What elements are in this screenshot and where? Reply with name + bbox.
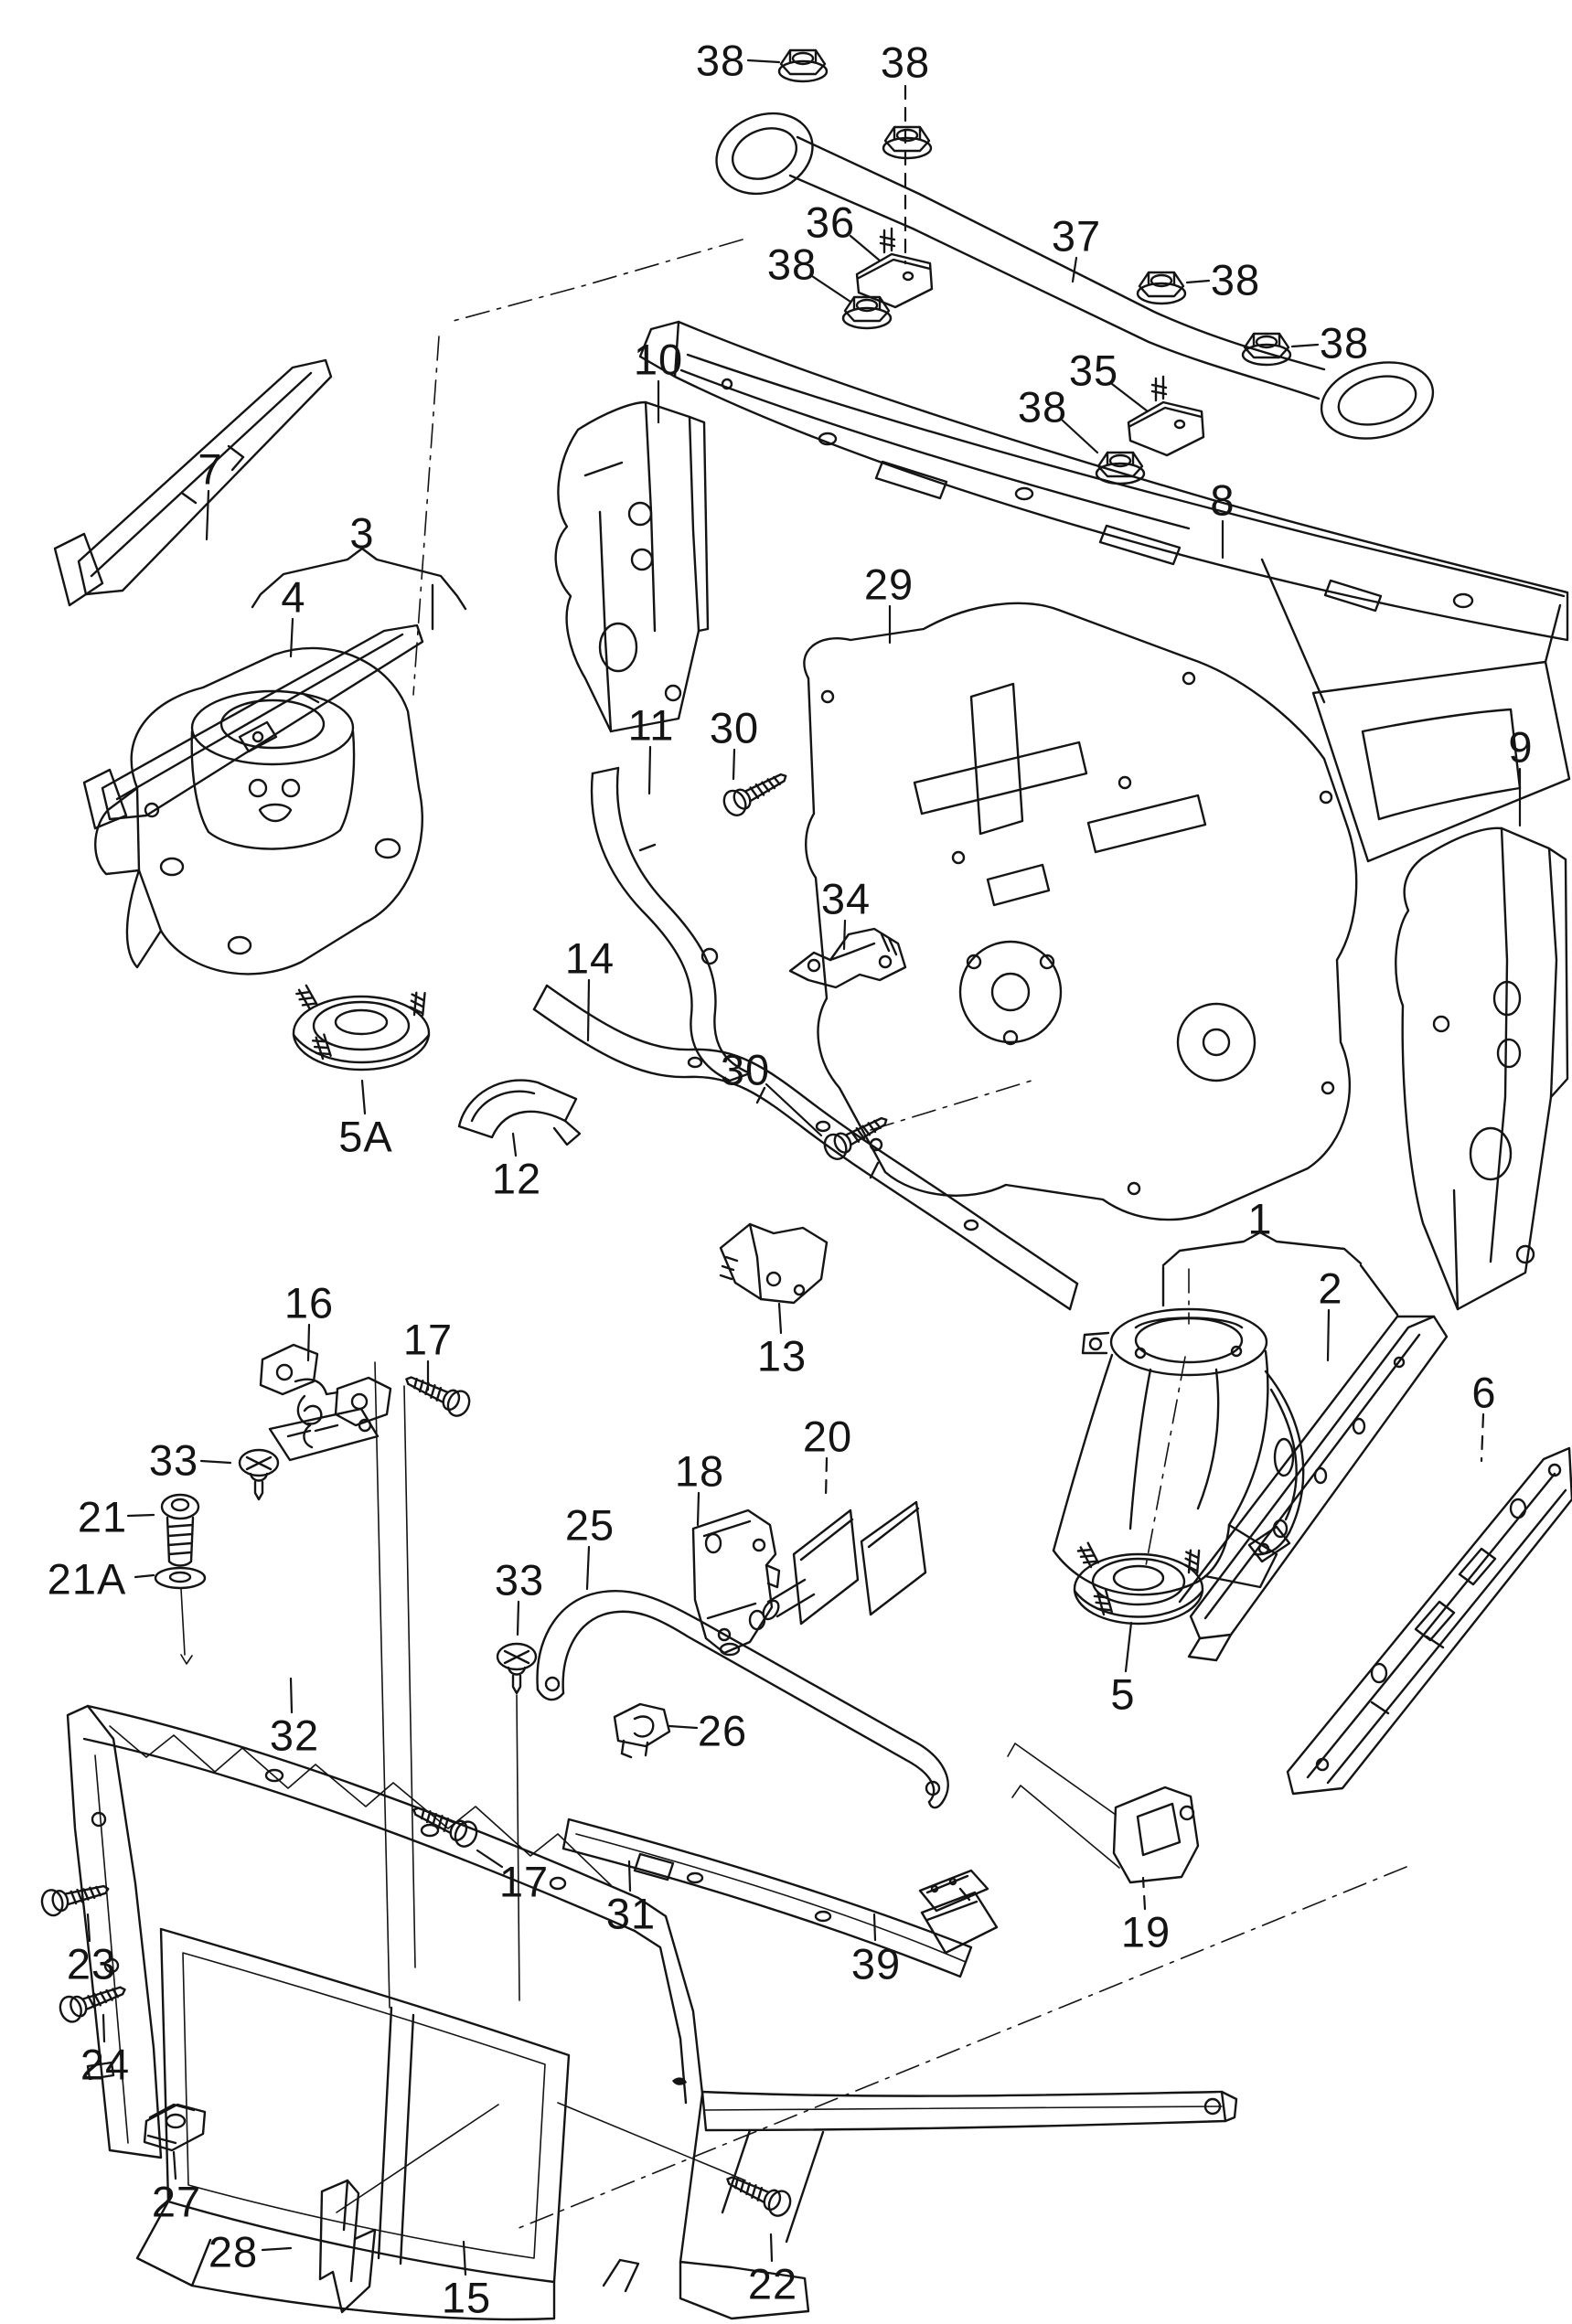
part-11-brace-drawing (592, 768, 750, 1081)
leader-line-6 (1481, 1414, 1483, 1461)
part-label-29: 29 (863, 560, 914, 609)
leader-line-24 (103, 2015, 104, 2041)
part-32-upper-crossmember-drawing (84, 1706, 638, 1931)
part-label-5A: 5A (338, 1112, 393, 1161)
part-label-17: 17 (498, 1857, 550, 1906)
part-10-cowl-side-panel-drawing (556, 402, 708, 731)
alignment-axis-lines (337, 240, 1406, 2231)
part-19-bracket-drawing (1008, 1743, 1198, 1882)
leader-line-33 (518, 1602, 519, 1635)
part-label-3: 3 (349, 508, 375, 558)
part-5-spring-seat-drawing (1075, 1541, 1203, 1624)
part-5A-spring-seat-drawing (294, 984, 429, 1070)
part-label-17: 17 (402, 1315, 454, 1364)
leader-line-5A (362, 1081, 365, 1114)
part-label-7: 7 (198, 444, 223, 494)
part-23-screw-drawing (39, 1876, 112, 1917)
part-label-21: 21 (77, 1492, 128, 1541)
part-label-27: 27 (151, 2177, 202, 2226)
part-label-32: 32 (269, 1711, 320, 1760)
part-2-longitudinal-rail-drawing (1180, 1317, 1447, 1660)
leader-line-38 (1292, 345, 1318, 346)
part-label-33: 33 (494, 1555, 545, 1604)
part-12-bracket-drawing (459, 1081, 580, 1145)
leader-line-38 (1187, 281, 1209, 283)
leader-line-12 (513, 1134, 516, 1156)
part-20-pad-drawing (760, 1502, 925, 1624)
part-3-strut-tower-drawing (95, 648, 422, 974)
leader-line-16 (308, 1325, 309, 1360)
leader-line-5 (1126, 1623, 1131, 1671)
part-label-22: 22 (747, 2259, 798, 2308)
part-label-19: 19 (1120, 1907, 1171, 1956)
part-label-33: 33 (148, 1435, 199, 1485)
part-label-38: 38 (766, 240, 818, 289)
leader-line-20 (826, 1458, 827, 1498)
part-label-21A: 21A (47, 1554, 127, 1604)
part-label-11: 11 (627, 700, 675, 750)
leader-line-19 (1143, 1878, 1145, 1909)
leader-line-22 (771, 2234, 772, 2261)
part-label-10: 10 (633, 335, 684, 384)
part-label-23: 23 (66, 1939, 117, 1988)
part-label-31: 31 (605, 1889, 657, 1938)
leader-line-28 (262, 2248, 291, 2250)
part-26-clip-drawing (615, 1704, 669, 1757)
leader-line-30 (733, 750, 734, 779)
part-13-bracket-drawing (721, 1224, 827, 1303)
leader-line-38 (748, 60, 779, 62)
leader-line-32 (291, 1679, 292, 1712)
leader-line-38 (812, 276, 850, 302)
part-label-9: 9 (1508, 722, 1534, 772)
part-16-hinge-support-drawing (261, 1345, 390, 1460)
leader-line-38 (1063, 421, 1097, 453)
part-label-38: 38 (1210, 255, 1261, 304)
part-35-bracket-drawing (1128, 377, 1203, 455)
part-4-rail-drawing (84, 625, 422, 828)
leader-line-21 (128, 1515, 154, 1516)
leader-line-2 (1328, 1310, 1329, 1360)
part-label-18: 18 (674, 1446, 725, 1496)
part-label-13: 13 (756, 1331, 807, 1381)
leader-line-25 (587, 1547, 589, 1589)
leader-line-39 (874, 1914, 875, 1940)
leader-line-31 (629, 1861, 630, 1891)
long-alignment-lines (375, 1362, 415, 2008)
part-label-24: 24 (80, 2040, 131, 2089)
part-34-bracket-drawing (790, 929, 905, 987)
part-18-bracket-drawing (693, 1510, 779, 1655)
part-label-30: 30 (720, 1045, 771, 1094)
part-label-38: 38 (1017, 382, 1068, 432)
part-label-15: 15 (441, 2273, 492, 2322)
part-label-2: 2 (1318, 1263, 1343, 1313)
callout-brace-1 (1163, 1232, 1397, 1315)
part-17-bolt-drawings (401, 1368, 481, 1850)
leader-line-14 (588, 980, 589, 1040)
part-label-38: 38 (695, 36, 746, 85)
part-label-5: 5 (1110, 1669, 1136, 1719)
leader-line-11 (649, 747, 650, 794)
part-30-bolt-drawings (720, 764, 892, 1162)
part-6-longitudinal-rail-drawing (1288, 1448, 1572, 1794)
part-label-26: 26 (697, 1706, 748, 1755)
part-21A-washer-drawing (155, 1568, 205, 1664)
part-label-20: 20 (802, 1412, 853, 1461)
leader-line-27 (174, 2152, 176, 2179)
part-label-6: 6 (1471, 1368, 1497, 1417)
part-label-8: 8 (1210, 475, 1235, 525)
leader-line-26 (669, 1726, 697, 1728)
part-label-38: 38 (880, 37, 931, 87)
part-21-bolt-drawing (162, 1495, 198, 1566)
leader-line-18 (698, 1493, 699, 1525)
part-label-34: 34 (820, 874, 872, 923)
part-label-30: 30 (709, 703, 760, 752)
leader-line-13 (779, 1304, 781, 1333)
part-14-rail-drawing (534, 986, 1077, 1309)
part-36-bracket-drawing (857, 229, 932, 307)
part-29-bulkhead-insulation-drawing (804, 603, 1356, 1220)
part-label-36: 36 (805, 197, 856, 247)
part-label-4: 4 (281, 572, 306, 622)
leader-line-34 (844, 921, 845, 949)
leader-line-37 (1073, 258, 1076, 282)
part-label-12: 12 (491, 1154, 542, 1203)
part-label-28: 28 (208, 2227, 259, 2276)
part-7-rail-drawing (55, 360, 331, 605)
part-39-plate-drawing (920, 1871, 988, 1911)
part-label-37: 37 (1051, 211, 1102, 261)
part-8-cowl-panel-drawing (640, 322, 1569, 861)
leader-line-21A (135, 1575, 154, 1577)
part-label-14: 14 (564, 933, 615, 983)
leader-line-30 (766, 1084, 821, 1135)
part-25-hoop-bar-drawing (538, 1591, 948, 1807)
part-label-35: 35 (1068, 346, 1119, 395)
part-label-1: 1 (1247, 1194, 1273, 1243)
part-label-39: 39 (850, 1939, 902, 1988)
part-label-25: 25 (564, 1500, 615, 1550)
part-27-clip-nut-drawing (144, 2105, 205, 2150)
leader-line-33 (201, 1461, 230, 1463)
leader-line-7 (207, 491, 209, 539)
part-label-16: 16 (283, 1278, 335, 1327)
part-9-cowl-side-panel-drawing (1396, 828, 1567, 1309)
part-label-38: 38 (1319, 318, 1370, 368)
